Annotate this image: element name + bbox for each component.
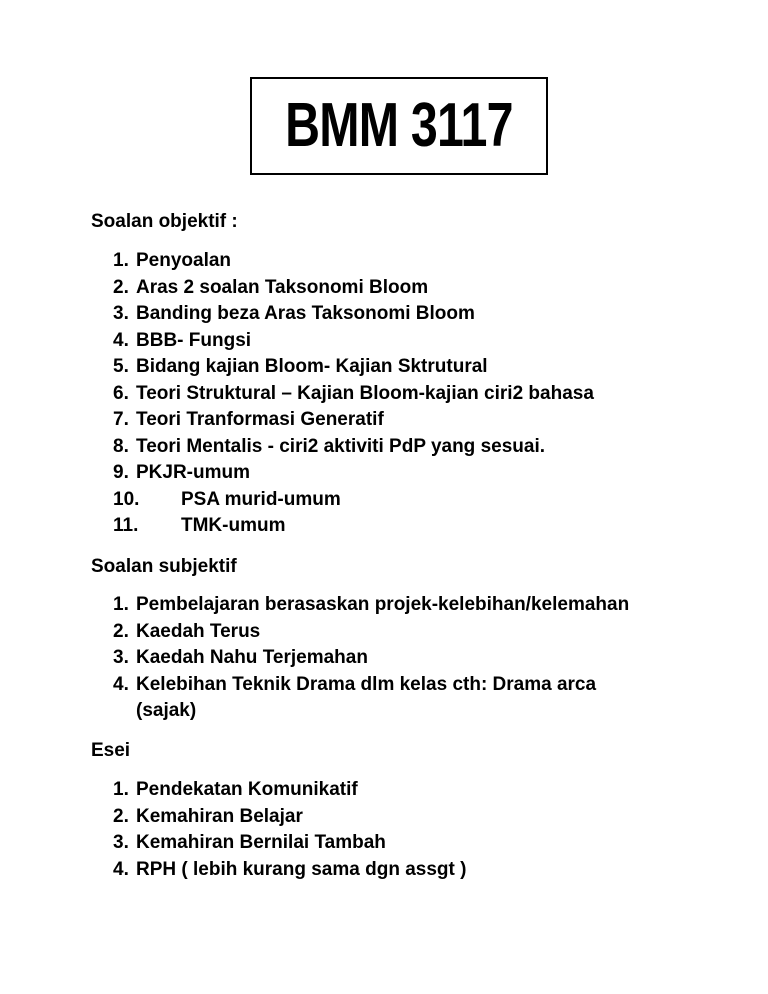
list-item: 1. Penyoalan — [113, 250, 232, 271]
list-item: 3. Banding beza Aras Taksonomi Bloom — [113, 303, 475, 324]
list-item: 4. BBB- Fungsi — [113, 329, 252, 351]
list-item: 6. Teori Struktural – Kajian Bloom-kajian ciri2 bahasa — [113, 382, 594, 404]
list-item: 2. Kaedah Terus — [113, 620, 261, 642]
list-item: 2. Kemahiran Belajar — [113, 805, 303, 827]
list-item: 1. Pembelajaran berasaskan projek-kelebihan/kelemahan — [113, 594, 630, 615]
list-item: 5. Bidang kajian Bloom- Kajian Sktrutural — [113, 356, 488, 377]
list-item: 3. Kemahiran Bernilai Tambah — [113, 832, 386, 853]
list-item: 7. Teori Tranformasi Generatif — [113, 409, 384, 430]
list-item-continuation: (sajak) — [136, 700, 197, 721]
list-item: 4. Kelebihan Teknik Drama dlm kelas cth: Drama arca — [113, 673, 597, 695]
list-esei — [113, 777, 466, 883]
list-item: 11. TMK-umum — [113, 515, 286, 536]
list-item: 9. PKJR-umum — [113, 462, 251, 483]
list-item: 3. Kaedah Nahu Terjemahan — [113, 647, 368, 668]
section-heading-subjektif: Soalan subjektif — [91, 556, 237, 577]
list-item: 4. RPH ( lebih kurang sama dgn assgt ) — [113, 858, 467, 880]
section-heading-objektif: Soalan objektif : — [91, 211, 238, 232]
list-item: 2. Aras 2 soalan Taksonomi Bloom — [113, 276, 429, 298]
title-box — [250, 77, 548, 175]
list-item: 1. Pendekatan Komunikatif — [113, 779, 358, 800]
section-heading-esei: Esei — [91, 740, 131, 761]
list-objektif — [113, 248, 594, 540]
list-item: 10. PSA murid-umum — [113, 488, 341, 510]
page-title: BMM 3117 — [285, 91, 513, 160]
list-item: 8. Teori Mentalis - ciri2 aktiviti PdP yang sesuai. — [113, 435, 546, 457]
list-subjektif — [113, 592, 629, 725]
